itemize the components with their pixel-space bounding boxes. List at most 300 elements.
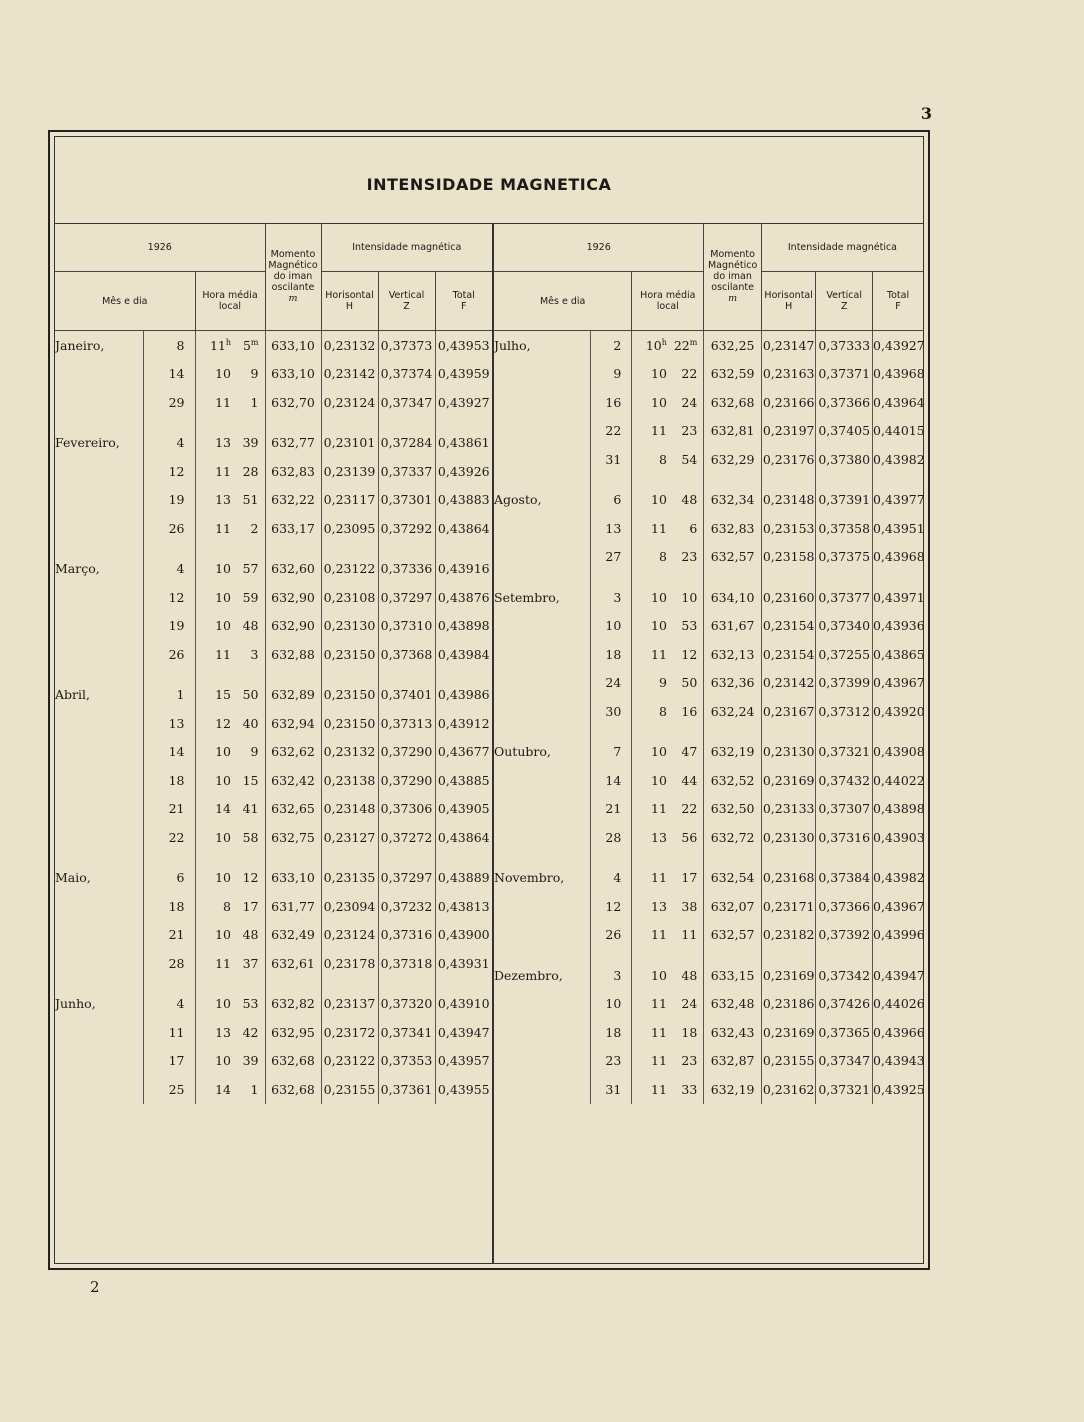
minute-cell: 9 (235, 738, 265, 767)
day-cell: 26 (143, 640, 195, 669)
month-cell: Setembro, (494, 583, 591, 612)
moment-cell: 632,89 (265, 681, 321, 710)
day-cell: 7 (591, 738, 632, 767)
moment-cell: 632,87 (704, 1047, 762, 1076)
table-row (55, 864, 492, 893)
day-cell: 10 (591, 990, 632, 1019)
day-cell: 16 (591, 388, 632, 417)
month-cell (494, 388, 591, 417)
month-cell (494, 612, 591, 641)
month-cell (55, 709, 143, 738)
day-cell: 22 (143, 823, 195, 852)
moment-cell: 633,10 (265, 864, 321, 893)
month-cell: Março, (55, 555, 143, 584)
total-cell: 0,43967 (873, 898, 925, 914)
horizontal-cell: 0,23095 (321, 514, 378, 543)
month-cell (494, 823, 591, 852)
total-cell: 0,43864 (437, 520, 490, 536)
moment-cell: 632,72 (704, 823, 762, 852)
month-cell (494, 921, 591, 950)
minute-cell: 48 (235, 612, 265, 641)
month-cell: Janeiro, (55, 331, 143, 360)
spacer-row (55, 543, 492, 555)
day-cell: 4 (143, 555, 195, 584)
day-cell: 1 (143, 681, 195, 710)
table-row (55, 949, 492, 978)
minute-cell: 56 (671, 823, 704, 852)
minute-cell: 12 (671, 640, 704, 669)
moment-cell: 632,57 (704, 921, 762, 950)
hour-cell: 11$^h$ (209, 337, 231, 353)
horizontal-cell: 0,23153 (761, 514, 816, 543)
vertical-cell: 0,37232 (378, 892, 435, 921)
total-cell: 0,43861 (437, 435, 490, 451)
total-cell: 0,43677 (437, 744, 490, 760)
minute-cell: 9 (235, 360, 265, 389)
moment-cell: 632,22 (265, 486, 321, 515)
day-cell: 3 (591, 583, 632, 612)
day-cell: 12 (591, 892, 632, 921)
day-cell: 22 (591, 417, 632, 446)
table-row (55, 766, 492, 795)
horizontal-cell: 0,23130 (321, 612, 378, 641)
day-cell: 9 (591, 360, 632, 389)
day-cell: 6 (591, 486, 632, 515)
hour-cell: 10 (215, 772, 231, 788)
month-cell (55, 738, 143, 767)
intensity-header: Intensidade magnética (761, 223, 923, 272)
total-cell: 0,43885 (437, 772, 490, 788)
vertical-cell: 0,37333 (816, 331, 873, 360)
hour-cell: 13 (215, 492, 231, 508)
spacer-row (494, 571, 923, 583)
minute-cell: 40 (235, 709, 265, 738)
hour-cell: 8 (658, 549, 667, 565)
table-row (494, 543, 923, 572)
table-row (494, 612, 923, 641)
day-cell: 3 (591, 961, 632, 990)
hour-cell: 11 (651, 1081, 667, 1097)
total-cell: 0,43966 (873, 1024, 925, 1040)
table-row (494, 360, 923, 389)
hour-cell: 10 (215, 561, 231, 577)
hour-cell: 10 (651, 366, 667, 382)
horizontal-cell: 0,23182 (761, 921, 816, 950)
month-cell (55, 1018, 143, 1047)
horizontal-cell: 0,23178 (321, 949, 378, 978)
hour-cell: 11 (651, 801, 667, 817)
total-cell: 0,43968 (873, 366, 925, 382)
horizontal-cell: 0,23163 (761, 360, 816, 389)
minute-cell: 1 (235, 388, 265, 417)
day-cell: 30 (591, 697, 632, 726)
moment-cell: 632,43 (704, 1018, 762, 1047)
minute-cell: 48 (671, 961, 704, 990)
moment-cell: 632,24 (704, 697, 762, 726)
minute-cell: 18 (671, 1018, 704, 1047)
month-cell (494, 417, 591, 446)
total-cell: 0,43953 (437, 337, 490, 353)
moment-cell: 632,94 (265, 709, 321, 738)
hour-cell: 11 (215, 394, 231, 410)
horizontal-cell: 0,23160 (761, 583, 816, 612)
total-cell: 0,43967 (873, 675, 925, 691)
vertical-cell: 0,37432 (816, 766, 873, 795)
hour-cell: 11 (651, 1053, 667, 1069)
table-row (55, 921, 492, 950)
vertical-cell: 0,37336 (378, 555, 435, 584)
spacer-row (55, 852, 492, 864)
minute-cell: 53 (235, 990, 265, 1019)
vertical-cell: 0,37426 (816, 990, 873, 1019)
total-cell: 0,43916 (437, 561, 490, 577)
day-cell: 11 (143, 1018, 195, 1047)
day-cell: 21 (143, 921, 195, 950)
vertical-cell: 0,37321 (816, 1075, 873, 1104)
vertical-cell: 0,37312 (816, 697, 873, 726)
hour-cell: 10 (215, 589, 231, 605)
moment-cell: 632,81 (704, 417, 762, 446)
total-cell: 0,43903 (873, 829, 925, 845)
total-cell: 0,43889 (437, 870, 490, 886)
table-row (55, 331, 492, 360)
spacer-row (55, 417, 492, 429)
day-cell: 8 (143, 331, 195, 360)
minute-cell: 23 (671, 1047, 704, 1076)
minute-cell: 48 (671, 486, 704, 515)
horizontal-cell: 0,23186 (761, 990, 816, 1019)
horizontal-cell: 0,23154 (761, 612, 816, 641)
day-cell: 27 (591, 543, 632, 572)
vertical-cell: 0,37301 (378, 486, 435, 515)
moment-cell: 632,34 (704, 486, 762, 515)
spacer-row (494, 949, 923, 961)
month-cell (55, 823, 143, 852)
hour-cell: 8 (658, 703, 667, 719)
hour-cell: 11 (651, 423, 667, 439)
horizontal-cell: 0,23124 (321, 921, 378, 950)
horizontal-cell: 0,23138 (321, 766, 378, 795)
moment-cell: 632,88 (265, 640, 321, 669)
moment-cell: 632,68 (704, 388, 762, 417)
moment-cell: 632,50 (704, 795, 762, 824)
intensity-table-left (55, 223, 492, 1104)
day-cell: 31 (591, 1075, 632, 1104)
vertical-cell: 0,37342 (816, 961, 873, 990)
table-frame (48, 130, 930, 1270)
day-cell: 10 (591, 612, 632, 641)
vertical-cell: 0,37284 (378, 429, 435, 458)
minute-cell: 10 (671, 583, 704, 612)
month-cell (494, 543, 591, 572)
table-row (494, 331, 923, 360)
hour-cell: 10 (651, 618, 667, 634)
day-cell: 18 (591, 1018, 632, 1047)
table-row (55, 990, 492, 1019)
vertical-cell: 0,37353 (378, 1047, 435, 1076)
month-cell (494, 360, 591, 389)
hour-cell: 10 (215, 870, 231, 886)
total-header: Total F (435, 272, 492, 331)
horizontal-cell: 0,23142 (321, 360, 378, 389)
moment-cell: 632,68 (265, 1075, 321, 1104)
hour-cell: 13 (215, 435, 231, 451)
month-cell: Agosto, (494, 486, 591, 515)
month-cell (494, 795, 591, 824)
table-row (494, 486, 923, 515)
hour-cell: 11 (651, 1024, 667, 1040)
total-cell: 0,43996 (873, 927, 925, 943)
table-row (494, 669, 923, 698)
horizontal-cell: 0,23127 (321, 823, 378, 852)
month-cell: Julho, (494, 331, 591, 360)
total-cell: 0,43964 (873, 394, 925, 410)
vertical-cell: 0,37375 (816, 543, 873, 572)
hour-cell: 11 (651, 520, 667, 536)
table-half-january-june (55, 223, 494, 1263)
month-cell (55, 388, 143, 417)
vertical-cell: 0,37321 (816, 738, 873, 767)
day-cell: 14 (591, 766, 632, 795)
moment-cell: 632,61 (265, 949, 321, 978)
minute-cell: 54 (671, 445, 704, 474)
horizontal-cell: 0,23166 (761, 388, 816, 417)
minute-cell: 5$^m$ (235, 331, 265, 360)
total-cell: 0,43908 (873, 744, 925, 760)
table-row (55, 738, 492, 767)
spacer-row (55, 978, 492, 990)
month-cell (494, 1075, 591, 1104)
total-cell: 0,44022 (873, 772, 925, 788)
minute-cell: 2 (235, 514, 265, 543)
vertical-cell: 0,37306 (378, 795, 435, 824)
table-row (55, 1018, 492, 1047)
vertical-cell: 0,37297 (378, 864, 435, 893)
total-cell: 0,43931 (437, 955, 490, 971)
horizontal-cell: 0,23117 (321, 486, 378, 515)
moment-cell: 632,95 (265, 1018, 321, 1047)
minute-cell: 47 (671, 738, 704, 767)
table-row (55, 429, 492, 458)
vertical-cell: 0,37255 (816, 640, 873, 669)
horizontal-cell: 0,23168 (761, 864, 816, 893)
hour-cell: 8 (223, 898, 231, 914)
hour-cell: 15 (215, 687, 231, 703)
horizontal-cell: 0,23133 (761, 795, 816, 824)
day-cell: 18 (143, 892, 195, 921)
moment-cell: 632,62 (265, 738, 321, 767)
month-cell: Abril, (55, 681, 143, 710)
minute-cell: 48 (235, 921, 265, 950)
total-cell: 0,43920 (873, 703, 925, 719)
total-cell: 0,43957 (437, 1053, 490, 1069)
horizontal-cell: 0,23169 (761, 1018, 816, 1047)
table-row (55, 583, 492, 612)
table-body-right (494, 331, 923, 1104)
vertical-cell: 0,37374 (378, 360, 435, 389)
day-cell: 21 (143, 795, 195, 824)
month-cell: Maio, (55, 864, 143, 893)
day-cell: 28 (591, 823, 632, 852)
horizontal-cell: 0,23158 (761, 543, 816, 572)
minute-cell: 41 (235, 795, 265, 824)
table-row (494, 738, 923, 767)
moment-cell: 631,67 (704, 612, 762, 641)
total-cell: 0,43813 (437, 898, 490, 914)
day-cell: 26 (591, 921, 632, 950)
hour-cell: 13 (651, 898, 667, 914)
moment-cell: 632,83 (704, 514, 762, 543)
intensity-table-right (494, 223, 923, 1104)
minute-cell: 33 (671, 1075, 704, 1104)
moment-cell: 632,68 (265, 1047, 321, 1076)
month-cell (55, 949, 143, 978)
minute-cell: 15 (235, 766, 265, 795)
total-cell: 0,43968 (873, 549, 925, 565)
month-cell: Novembro, (494, 864, 591, 893)
hour-cell: 11 (215, 955, 231, 971)
total-cell: 0,43984 (437, 646, 490, 662)
moment-header: Momento Magnético do iman oscilante m (704, 223, 762, 331)
hour-cell: 13 (215, 1024, 231, 1040)
moment-cell: 632,49 (265, 921, 321, 950)
minute-cell: 1 (235, 1075, 265, 1104)
total-cell: 0,43905 (437, 801, 490, 817)
vertical-cell: 0,37380 (816, 445, 873, 474)
horizontal-cell: 0,23132 (321, 331, 378, 360)
hour-cell: 10 (651, 967, 667, 983)
minute-cell: 24 (671, 388, 704, 417)
horizontal-cell: 0,23169 (761, 766, 816, 795)
page-title: INTENSIDADE MAGNETICA (366, 175, 612, 194)
day-cell: 21 (591, 795, 632, 824)
moment-cell: 632,65 (265, 795, 321, 824)
total-cell: 0,43926 (437, 463, 490, 479)
minute-cell: 17 (671, 864, 704, 893)
moment-cell: 632,25 (704, 331, 762, 360)
horizontal-cell: 0,23108 (321, 583, 378, 612)
horizontal-cell: 0,23197 (761, 417, 816, 446)
moment-cell: 632,36 (704, 669, 762, 698)
day-cell: 14 (143, 738, 195, 767)
vertical-cell: 0,37316 (378, 921, 435, 950)
hour-cell: 10 (651, 394, 667, 410)
moment-cell: 632,77 (265, 429, 321, 458)
day-cell: 14 (143, 360, 195, 389)
month-cell (55, 457, 143, 486)
table-row (494, 583, 923, 612)
vertical-cell: 0,37368 (378, 640, 435, 669)
table-row (494, 417, 923, 446)
table-row (494, 514, 923, 543)
total-cell: 0,43910 (437, 996, 490, 1012)
vertical-cell: 0,37391 (816, 486, 873, 515)
hour-cell: 11 (651, 927, 667, 943)
minute-cell: 44 (671, 766, 704, 795)
horizontal-header: Horisontal H (761, 272, 816, 331)
day-cell: 13 (143, 709, 195, 738)
moment-cell: 633,10 (265, 331, 321, 360)
vertical-cell: 0,37401 (378, 681, 435, 710)
hour-cell: 11 (651, 996, 667, 1012)
horizontal-cell: 0,23154 (761, 640, 816, 669)
spacer-row (494, 474, 923, 486)
table-row (494, 640, 923, 669)
table-row (55, 892, 492, 921)
vertical-cell: 0,37377 (816, 583, 873, 612)
month-cell: Junho, (55, 990, 143, 1019)
minute-cell: 50 (671, 669, 704, 698)
table-row (55, 681, 492, 710)
table-row (55, 388, 492, 417)
vertical-cell: 0,37373 (378, 331, 435, 360)
horizontal-cell: 0,23169 (761, 961, 816, 990)
total-cell: 0,43876 (437, 589, 490, 605)
hour-cell: 10 (215, 366, 231, 382)
month-cell (494, 1047, 591, 1076)
table-row (55, 1075, 492, 1104)
horizontal-cell: 0,23150 (321, 640, 378, 669)
moment-cell: 633,10 (265, 360, 321, 389)
horizontal-cell: 0,23150 (321, 681, 378, 710)
total-cell: 0,43977 (873, 492, 925, 508)
intensity-header: Intensidade magnética (321, 223, 492, 272)
moment-cell: 632,13 (704, 640, 762, 669)
table-row (55, 486, 492, 515)
table-body-left (55, 331, 492, 1104)
total-cell: 0,43912 (437, 715, 490, 731)
hour-cell: 10 (651, 744, 667, 760)
day-cell: 6 (143, 864, 195, 893)
hour-cell: 10 (215, 927, 231, 943)
moment-cell: 632,70 (265, 388, 321, 417)
year-header: 1926 (55, 223, 265, 272)
day-cell: 4 (591, 864, 632, 893)
hour-cell: 14 (215, 801, 231, 817)
table-row (55, 514, 492, 543)
total-cell: 0,43947 (873, 967, 925, 983)
spacer-row (55, 669, 492, 681)
day-cell: 28 (143, 949, 195, 978)
moment-cell: 632,19 (704, 738, 762, 767)
total-cell: 0,43982 (873, 451, 925, 467)
vertical-header: Vertical Z (378, 272, 435, 331)
horizontal-cell: 0,23132 (321, 738, 378, 767)
month-day-header: Mês e dia (55, 272, 195, 331)
spacer-row (494, 726, 923, 738)
day-cell: 25 (143, 1075, 195, 1104)
month-cell (55, 486, 143, 515)
minute-cell: 39 (235, 429, 265, 458)
hour-cell: 10 (651, 772, 667, 788)
hour-cell: 11 (215, 520, 231, 536)
hour-cell: 13 (651, 829, 667, 845)
total-cell: 0,43900 (437, 927, 490, 943)
vertical-cell: 0,37307 (816, 795, 873, 824)
minute-cell: 11 (671, 921, 704, 950)
month-cell (494, 1018, 591, 1047)
total-cell: 0,43959 (437, 366, 490, 382)
vertical-cell: 0,37340 (816, 612, 873, 641)
hour-header: Hora média local (632, 272, 704, 331)
moment-cell: 632,54 (704, 864, 762, 893)
total-cell: 0,43936 (873, 618, 925, 634)
total-cell: 0,43883 (437, 492, 490, 508)
horizontal-cell: 0,23137 (321, 990, 378, 1019)
month-cell (494, 697, 591, 726)
table-row (494, 445, 923, 474)
hour-cell: 11 (651, 646, 667, 662)
